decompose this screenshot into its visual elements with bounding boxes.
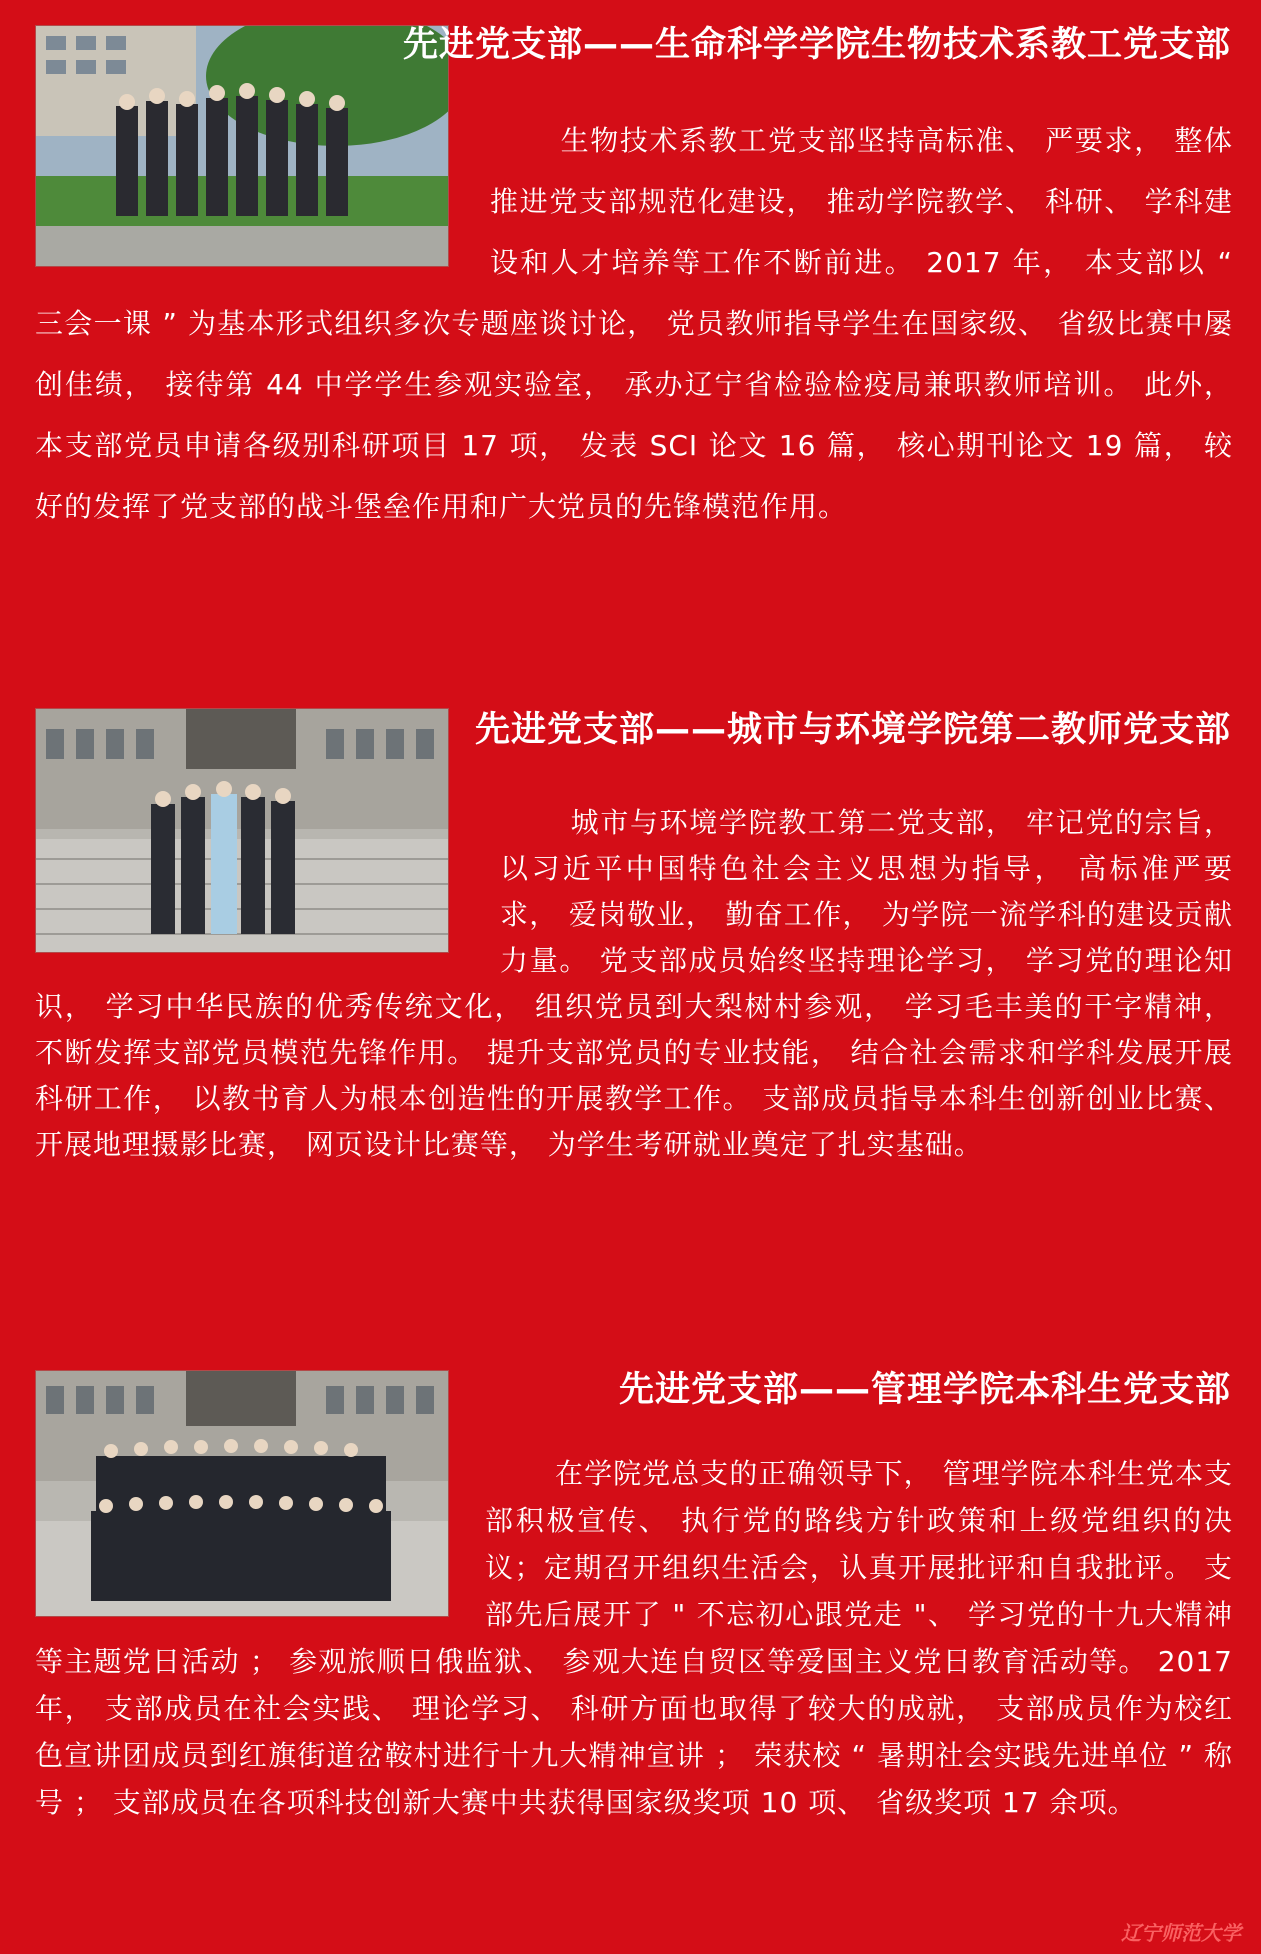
section-body (35, 110, 1233, 537)
section-urban-environment-branch (0, 705, 1261, 1265)
section-title: 先进党支部——生命科学学院生物技术系教工党支部 (402, 25, 1231, 65)
section-body-text: 城市与环境学院教工第二党支部， 牢记党的宗旨， 以习近平中国特色社会主义思想为指导， 高标准严要求， 爱岗敬业， 勤奋工作， 为学院一流学科的建设贡献力量。 党支部成员始终坚持理论学习， 学习党的理论知识， 学习中华民族的优秀传统文化， 组织党员到大梨树村参观， 学习毛丰美的干字精神， 不断发挥支部党员模范先锋作用。 提升支部党员的专业技能， 结合社会需求和学科发展开展科研工作， 以教书育人为根本创造性的开展教学工作。 支部成员指导本科生创新创业比赛、 开展地理摄影比赛， 网页设计比赛等， 为学生考研就业奠定了扎实基础。 (35, 806, 1233, 1161)
university-watermark: 辽宁师范大学 (1121, 1921, 1241, 1945)
section-title: 先进党支部——城市与环境学院第二教师党支部 (474, 710, 1231, 750)
section-management-branch (0, 1365, 1261, 1925)
section-body-text: 生物技术系教工党支部坚持高标准、 严要求， 整体推进党支部规范化建设， 推动学院教学、 科研、 学科建设和人才培养等工作不断前进。 2017 年， 本支部以 “ 三会一课 ” 为基本形式组织多次专题座谈讨论， 党员教师指导学生在国家级、 省级比赛中屡创佳绩， 接待第 44 中学学生参观实验室， 承办辽宁省检验检疫局兼职教师培训。 此外， 本支部党员申请各级别科研项目 17 项， 发表 SCI 论文 16 篇， 核心期刊论文 19 篇， 较好的发挥了党支部的战斗堡垒作用和广大党员的先锋模范作用。 (35, 124, 1233, 523)
section-title: 先进党支部——管理学院本科生党支部 (618, 1370, 1231, 1410)
section-body (35, 1450, 1233, 1826)
section-body (35, 800, 1233, 1168)
section-body-text: 在学院党总支的正确领导下， 管理学院本科生党本支部积极宣传、 执行党的路线方针政策和上级党组织的决议；定期召开组织生活会，认真开展批评和自我批评。 支部先后展开了 " 不忘初心跟党走 "、 学习党的十九大精神等主题党日活动 ； 参观旅顺日俄监狱、 参观大连自贸区等爱国主义党日教育活动等。 2017 年， 支部成员在社会实践、 理论学习、 科研方面也取得了较大的成就， 支部成员作为校红色宣讲团成员到红旗街道岔鞍村进行十九大精神宣讲 ； 荣获校 “ 暑期社会实践先进单位 ” 称号 ； 支部成员在各项科技创新大赛中共获得国家级奖项 10 项、 省级奖项 17 余项。 (35, 1457, 1233, 1819)
section-biotech-branch (0, 20, 1261, 580)
